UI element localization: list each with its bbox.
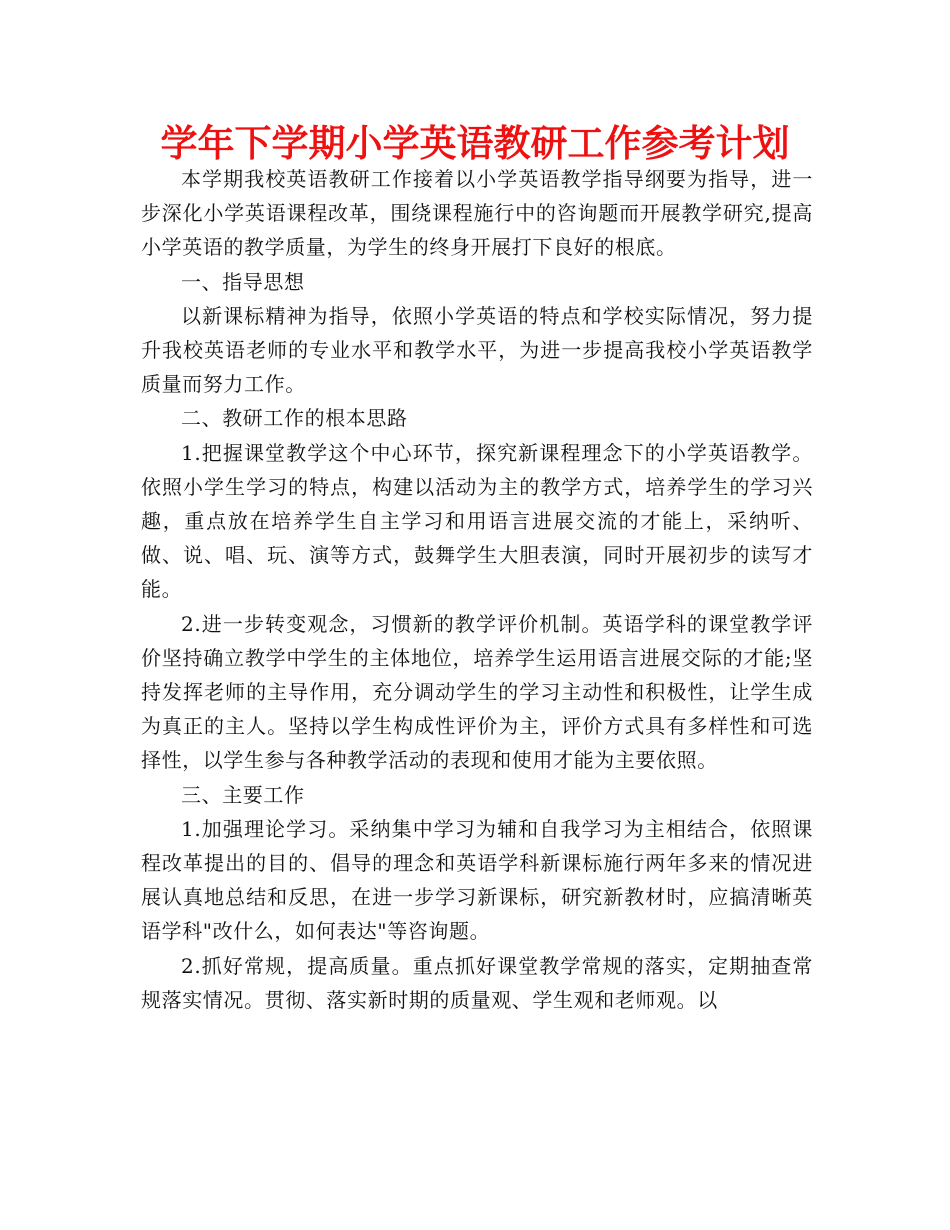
main-work-item-1: 1.加强理论学习。采纳集中学习为辅和自我学习为主相结合，依照课程改革提出的目的、倡导的理念和英语学科新课标施行两年多来的情况进展认真地总结和反思，在进一步学习新课标，研究新教材时，应搞清晰英语学科"改什么，如何表达"等咨询题。 [141,816,813,944]
section-heading-basic-approach: 二、教研工作的根本思路 [181,406,408,431]
intro-paragraph: 本学期我校英语教研工作接着以小学英语教学指导纲要为指导，进一步深化小学英语课程改革，围绕课程施行中的咨询题而开展教学研究,提高小学英语的教学质量，为学生的终身开展打下良好的根底。 [141,167,813,260]
document-title: 学年下学期小学英语教研工作参考计划 [160,122,790,165]
main-work-item-2: 2.抓好常规，提高质量。重点抓好课堂教学常规的落实，定期抽查常规落实情况。贯彻、落实新时期的质量观、学生观和老师观。以 [141,953,813,1012]
document-body [141,162,813,1017]
section-heading-main-work: 三、主要工作 [181,782,305,807]
guiding-ideology-paragraph: 以新课标精神为指导，依照小学英语的特点和学校实际情况，努力提升我校英语老师的专业水平和教学水平，为进一步提高我校小学英语教学质量而努力工作。 [141,303,813,397]
approach-item-1: 1.把握课堂教学这个中心环节，探究新课程理念下的小学英语教学。依照小学生学习的特点，构建以活动为主的教学方式，培养学生的学习兴趣，重点放在培养学生自主学习和用语言进展交流的才能上，采纳听、做、说、唱、玩、演等方式，鼓舞学生大胆表演，同时开展初步的读写才能。 [141,440,813,602]
approach-item-2: 2.进一步转变观念，习惯新的教学评价机制。英语学科的课堂教学评价坚持确立教学中学生的主体地位，培养学生运用语言进展交际的才能;坚持发挥老师的主导作用，充分调动学生的学习主动性和积极性，让学生成为真正的主人。坚持以学生构成性评价为主，评价方式具有多样性和可选择性，以学生参与各种教学活动的表现和使用才能为主要依照。 [141,611,813,773]
section-heading-guiding-ideology: 一、指导思想 [181,269,305,294]
